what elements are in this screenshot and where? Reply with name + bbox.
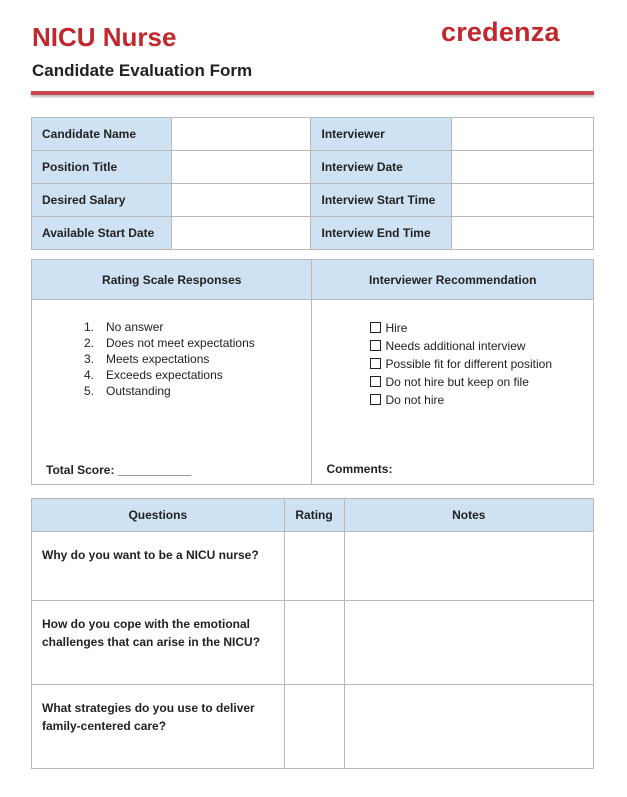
list-number: 4. — [84, 368, 95, 382]
questions-header: Questions — [32, 499, 285, 532]
info-row — [32, 151, 594, 184]
list-number: 1. — [84, 320, 95, 334]
table-row — [32, 532, 594, 601]
question-text: How do you cope with the emotional challenges that can arise in the NICU? — [32, 601, 285, 685]
list-item — [84, 351, 255, 367]
rating-cell[interactable] — [284, 601, 344, 685]
recommendation-list — [370, 319, 552, 409]
list-item — [84, 335, 255, 351]
label-position-title: Position Title — [32, 151, 172, 184]
recommendation-option[interactable] — [370, 337, 552, 355]
recommendation-option[interactable] — [370, 355, 552, 373]
scale-label: Exceeds expectations — [106, 368, 223, 382]
checkbox-icon[interactable] — [370, 358, 381, 369]
interview-end-time-field[interactable] — [452, 217, 594, 250]
rating-cell[interactable] — [284, 532, 344, 601]
option-label: Needs additional interview — [385, 339, 526, 353]
option-label: Do not hire — [385, 393, 445, 407]
recommendation-option[interactable] — [370, 391, 552, 409]
question-text: What strategies do you use to deliver family-centered care? — [32, 685, 285, 769]
checkbox-icon[interactable] — [370, 322, 381, 333]
notes-header: Notes — [344, 499, 593, 532]
candidate-info-table — [31, 117, 594, 250]
list-number: 2. — [84, 336, 95, 350]
list-item — [84, 367, 255, 383]
info-row — [32, 118, 594, 151]
list-number: 5. — [84, 384, 95, 398]
interview-start-time-field[interactable] — [452, 184, 594, 217]
rating-header: Rating — [284, 499, 344, 532]
form-title: NICU Nurse — [32, 22, 177, 52]
option-label: Hire — [385, 321, 408, 335]
recommendation-header: Interviewer Recommendation — [312, 260, 594, 300]
notes-cell[interactable] — [344, 601, 593, 685]
rating-scale-header: Rating Scale Responses — [32, 260, 312, 300]
label-interview-start-time: Interview Start Time — [311, 184, 452, 217]
scale-label: Outstanding — [106, 384, 171, 398]
recommendation-cell — [312, 300, 594, 485]
table-row — [32, 685, 594, 769]
form-subtitle: Candidate Evaluation Form — [32, 61, 253, 80]
total-score-field[interactable]: Total Score: ___________ — [46, 463, 192, 477]
label-interviewer: Interviewer — [311, 118, 452, 151]
recommendation-option[interactable] — [370, 373, 552, 391]
rating-scale-cell — [32, 300, 312, 485]
comments-label: Comments: — [326, 462, 393, 476]
notes-cell[interactable] — [344, 532, 593, 601]
questions-table — [31, 498, 594, 769]
checkbox-icon[interactable] — [370, 340, 381, 351]
rating-scale-list — [84, 319, 255, 399]
info-row — [32, 184, 594, 217]
table-row — [32, 601, 594, 685]
rating-cell[interactable] — [284, 685, 344, 769]
header-divider — [31, 91, 594, 95]
option-label: Do not hire but keep on file — [385, 375, 529, 389]
interviewer-field[interactable] — [452, 118, 594, 151]
label-interview-date: Interview Date — [311, 151, 452, 184]
question-text: Why do you want to be a NICU nurse? — [32, 532, 285, 601]
list-item — [84, 319, 255, 335]
rating-table — [31, 259, 594, 485]
option-label: Possible fit for different position — [385, 357, 552, 371]
scale-label: No answer — [106, 320, 164, 334]
info-row — [32, 217, 594, 250]
label-interview-end-time: Interview End Time — [311, 217, 452, 250]
position-title-field[interactable] — [171, 151, 311, 184]
label-candidate-name: Candidate Name — [32, 118, 172, 151]
credenza-logo: credenza — [441, 17, 560, 47]
list-item — [84, 383, 255, 399]
interview-date-field[interactable] — [452, 151, 594, 184]
desired-salary-field[interactable] — [171, 184, 311, 217]
label-desired-salary: Desired Salary — [32, 184, 172, 217]
candidate-name-field[interactable] — [171, 118, 311, 151]
label-available-start-date: Available Start Date — [32, 217, 172, 250]
notes-cell[interactable] — [344, 685, 593, 769]
recommendation-option[interactable] — [370, 319, 552, 337]
checkbox-icon[interactable] — [370, 394, 381, 405]
checkbox-icon[interactable] — [370, 376, 381, 387]
available-start-date-field[interactable] — [171, 217, 311, 250]
scale-label: Does not meet expectations — [106, 336, 255, 350]
list-number: 3. — [84, 352, 95, 366]
scale-label: Meets expectations — [106, 352, 210, 366]
